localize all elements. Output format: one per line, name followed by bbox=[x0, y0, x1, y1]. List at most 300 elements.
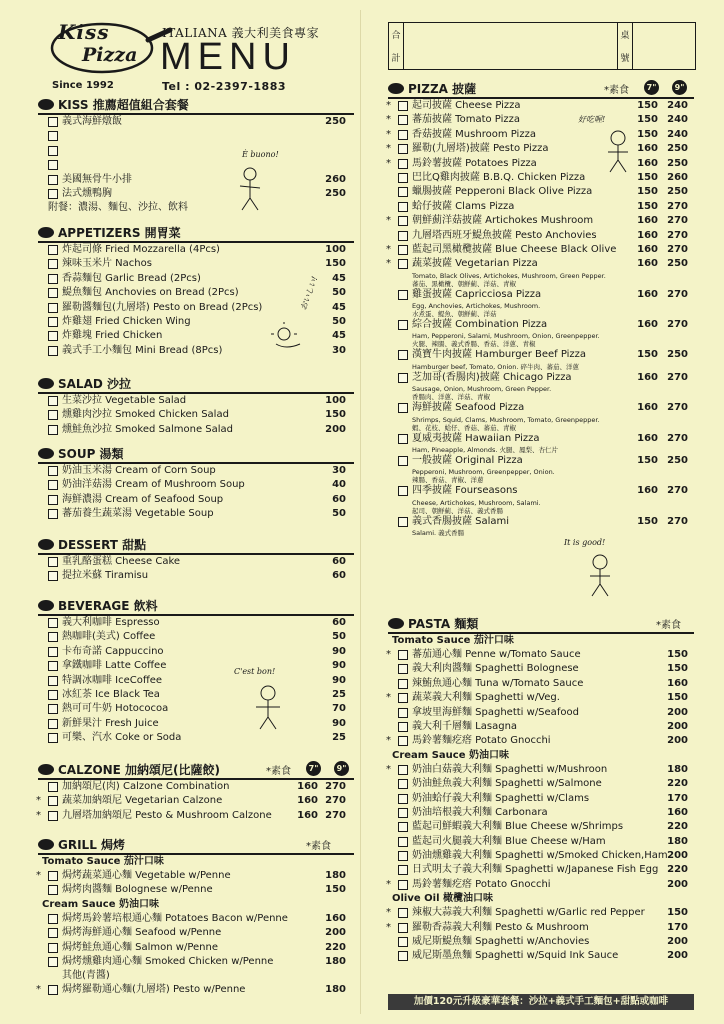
item-price: 90 bbox=[332, 660, 346, 672]
item-name: 特調冰咖啡 IceCoffee bbox=[62, 674, 163, 686]
item-description: 香腸肉、洋蔥、洋菇、青椒 bbox=[412, 393, 490, 402]
item-price: 45 bbox=[332, 330, 346, 342]
item-price: 150 bbox=[667, 692, 688, 704]
order-checkbox[interactable] bbox=[398, 779, 408, 789]
order-checkbox[interactable] bbox=[48, 632, 58, 642]
order-checkbox[interactable] bbox=[398, 320, 408, 330]
order-checkbox[interactable] bbox=[398, 245, 408, 255]
order-checkbox[interactable] bbox=[398, 822, 408, 832]
order-checkbox[interactable] bbox=[398, 173, 408, 183]
menu-item-row bbox=[38, 478, 354, 492]
order-checkbox[interactable] bbox=[48, 245, 58, 255]
order-checkbox[interactable] bbox=[398, 937, 408, 947]
section-bullet-icon bbox=[38, 764, 54, 775]
menu-item-row bbox=[388, 128, 694, 142]
item-price: 160 bbox=[667, 806, 688, 818]
item-description: Sausage, Onion, Mushroom, Green Pepper. bbox=[412, 385, 552, 394]
item-price: 150 bbox=[325, 409, 346, 421]
doodle-girl-icon bbox=[578, 114, 638, 184]
item-name: 焗烤燻雞肉通心麵 Smoked Chicken w/Penne bbox=[62, 955, 274, 967]
menu-item-row bbox=[388, 706, 694, 720]
item-price-large: 270 bbox=[325, 795, 346, 807]
pasta-cream-label: Cream Sauce 奶油口味 bbox=[392, 749, 509, 761]
menu-item-row bbox=[38, 926, 354, 940]
order-checkbox[interactable] bbox=[398, 130, 408, 140]
order-checkbox[interactable] bbox=[48, 131, 58, 141]
upgrade-banner: 加價120元升級豪華套餐：沙拉+義式手工麵包+甜點或咖啡 bbox=[388, 994, 694, 1010]
item-name: 奶油白菇義大利麵 Spaghetti w/Mushroon bbox=[412, 763, 608, 775]
appetizers-section bbox=[38, 224, 354, 358]
dessert-title: DESSERT 甜點 bbox=[58, 538, 147, 552]
order-checkbox[interactable] bbox=[398, 115, 408, 125]
order-checkbox[interactable] bbox=[48, 466, 58, 476]
item-name: 馬鈴薯麵疙瘩 Potato Gnocchi bbox=[412, 735, 551, 747]
item-description: Ham, Pineapple, Almonds. 火腿、鳳梨、杏仁片 bbox=[412, 446, 559, 455]
menu-item-row bbox=[388, 348, 694, 362]
order-checkbox[interactable] bbox=[48, 957, 58, 967]
item-name: 炸雞翅 Fried Chicken Wing bbox=[62, 315, 191, 327]
item-name: 海鮮披薩 Seafood Pizza bbox=[412, 402, 525, 414]
menu-item-row bbox=[388, 677, 694, 691]
menu-item-row bbox=[38, 794, 354, 808]
section-bullet-icon bbox=[38, 600, 54, 611]
item-name: 芝加哥(香腸肉)披薩 Chicago Pizza bbox=[412, 371, 572, 383]
vegetarian-star-icon: * bbox=[386, 878, 391, 890]
order-checkbox[interactable] bbox=[48, 146, 58, 156]
item-name: 美國無骨牛小排 bbox=[62, 173, 132, 185]
soup-list bbox=[38, 464, 354, 522]
grill-other-note: 其他(青醬) bbox=[62, 970, 110, 982]
item-name: 香菇披薩 Mushroom Pizza bbox=[412, 128, 536, 140]
pasta-olive-label: Olive Oil 橄欖油口味 bbox=[392, 893, 493, 905]
order-checkbox[interactable] bbox=[398, 908, 408, 918]
pizza-title: PIZZA 披薩 bbox=[408, 82, 477, 96]
order-checkbox[interactable] bbox=[398, 951, 408, 961]
item-price-large: 270 bbox=[667, 215, 688, 227]
vegetarian-star-icon: * bbox=[386, 100, 391, 111]
item-name: 藍起司黑橄欖披薩 Blue Cheese Black Olive bbox=[412, 243, 617, 255]
order-checkbox[interactable] bbox=[398, 837, 408, 847]
order-checkbox[interactable] bbox=[398, 708, 408, 718]
item-price-large: 270 bbox=[667, 485, 688, 497]
order-checkbox[interactable] bbox=[48, 676, 58, 686]
order-checkbox[interactable] bbox=[398, 794, 408, 804]
order-checkbox[interactable] bbox=[48, 871, 58, 881]
menu-item-row bbox=[388, 863, 694, 877]
order-checkbox[interactable] bbox=[48, 914, 58, 924]
item-price-small: 160 bbox=[637, 432, 658, 444]
menu-item-row bbox=[388, 454, 694, 468]
order-checkbox[interactable] bbox=[48, 274, 58, 284]
grill-header bbox=[38, 836, 354, 855]
order-checkbox[interactable] bbox=[48, 160, 58, 170]
pasta-tomato-list bbox=[388, 648, 694, 749]
vegetarian-star-icon: * bbox=[386, 763, 391, 775]
order-checkbox[interactable] bbox=[48, 396, 58, 406]
item-price-large: 240 bbox=[667, 128, 688, 140]
item-name: 雞蛋披薩 Capricciosa Pizza bbox=[412, 288, 542, 300]
vegetarian-star-icon: * bbox=[386, 692, 391, 704]
item-name: 生菜沙拉 Vegetable Salad bbox=[62, 395, 187, 406]
menu-item-row bbox=[38, 616, 354, 630]
order-checkbox[interactable] bbox=[48, 480, 58, 490]
stick-figure-icon bbox=[244, 679, 294, 735]
section-bullet-icon bbox=[38, 839, 54, 850]
item-name: 九層塔西班牙鯷魚披薩 Pesto Anchovies bbox=[412, 229, 597, 241]
vegetarian-star-icon: * bbox=[386, 157, 391, 169]
soup-section bbox=[38, 445, 354, 522]
item-price: 60 bbox=[332, 617, 346, 628]
item-name: 拿坡里海鮮麵 Spaghetti w/Seafood bbox=[412, 706, 579, 718]
order-checkbox[interactable] bbox=[398, 456, 408, 466]
item-name: 卡布奇諾 Cappuccino bbox=[62, 645, 164, 657]
order-checkbox[interactable] bbox=[398, 202, 408, 212]
order-checkbox[interactable] bbox=[398, 144, 408, 154]
item-price-large: 250 bbox=[667, 349, 688, 361]
item-price: 200 bbox=[667, 720, 688, 732]
item-price-small: 160 bbox=[637, 402, 658, 414]
logo-word-kiss: Kiss bbox=[58, 20, 110, 44]
calzone-header bbox=[38, 761, 354, 780]
order-checkbox[interactable] bbox=[48, 928, 58, 938]
item-price: 180 bbox=[325, 955, 346, 967]
order-checkbox[interactable] bbox=[398, 101, 408, 111]
menu-item-row bbox=[38, 187, 354, 201]
item-price: 45 bbox=[332, 301, 346, 313]
item-price-small: 150 bbox=[637, 100, 658, 111]
order-checkbox[interactable] bbox=[48, 719, 58, 729]
order-checkbox[interactable] bbox=[48, 410, 58, 420]
order-checkbox[interactable] bbox=[398, 517, 408, 527]
item-price: 90 bbox=[332, 645, 346, 657]
item-price: 50 bbox=[332, 287, 346, 299]
order-checkbox[interactable] bbox=[48, 661, 58, 671]
menu-item-row bbox=[388, 288, 694, 302]
grill-section bbox=[38, 836, 354, 998]
order-checkbox[interactable] bbox=[48, 647, 58, 657]
order-checkbox[interactable] bbox=[398, 159, 408, 169]
menu-item-row bbox=[388, 935, 694, 949]
order-checkbox[interactable] bbox=[48, 288, 58, 298]
doodle-caption: 好吃喔! bbox=[578, 115, 606, 124]
menu-item-row bbox=[38, 702, 354, 716]
salad-title: SALAD 沙拉 bbox=[58, 377, 132, 391]
item-name: 熱可可牛奶 Hotococoa bbox=[62, 703, 169, 715]
brand-subtitle: ITALIANA 義大利美食專家 bbox=[162, 26, 320, 40]
kiss-pizza-logo bbox=[44, 18, 172, 80]
beverage-title: BEVERAGE 飲料 bbox=[58, 599, 158, 613]
item-price-small: 150 bbox=[637, 128, 658, 140]
item-price: 50 bbox=[332, 315, 346, 327]
total-char: 合 bbox=[391, 31, 401, 41]
beverage-section bbox=[38, 597, 354, 746]
menu-title: MENU bbox=[160, 36, 296, 78]
order-checkbox[interactable] bbox=[48, 495, 58, 505]
item-price: 60 bbox=[332, 556, 346, 567]
kiss-title: KISS 推薦超值組合套餐 bbox=[58, 98, 189, 112]
vegetarian-note: *素食 bbox=[306, 841, 331, 852]
vegetarian-star-icon: * bbox=[386, 735, 391, 747]
doodle-cook-icon bbox=[234, 667, 294, 737]
menu-item-row bbox=[388, 792, 694, 806]
menu-item-row bbox=[38, 257, 354, 271]
menu-item-row bbox=[388, 906, 694, 920]
item-description: Ham, Pepperoni, Salami, Mushroom, Onion, Greenpepper. bbox=[412, 332, 600, 341]
item-name: 義大利咖啡 Espresso bbox=[62, 617, 160, 628]
item-name: 蛤仔披薩 Clams Pizza bbox=[412, 200, 515, 212]
item-price-small: 160 bbox=[637, 288, 658, 300]
menu-item-row bbox=[388, 257, 694, 271]
order-checkbox[interactable] bbox=[398, 664, 408, 674]
menu-item-row bbox=[388, 371, 694, 385]
order-checkbox[interactable] bbox=[48, 317, 58, 327]
order-checkbox[interactable] bbox=[48, 331, 58, 341]
table-number-label bbox=[617, 23, 633, 69]
menu-item-row bbox=[38, 144, 354, 158]
menu-item-row bbox=[38, 507, 354, 521]
item-name: 羅勒醬麵包(九層塔) Pesto on Bread (2Pcs) bbox=[62, 301, 263, 313]
order-checkbox[interactable] bbox=[48, 117, 58, 127]
item-description: 火腿、辣腸、義式香腸、香菇、洋蔥、青椒 bbox=[412, 340, 536, 349]
item-name: 朝鮮薊洋菇披薩 Artichokes Mushroom bbox=[412, 215, 594, 227]
item-price-large: 270 bbox=[667, 243, 688, 255]
item-description: 蕃茄、黑橄欖、朝鮮薊、洋菇、青椒 bbox=[412, 279, 516, 288]
order-checkbox[interactable] bbox=[398, 722, 408, 732]
order-checkbox[interactable] bbox=[398, 679, 408, 689]
item-price: 100 bbox=[325, 244, 346, 255]
item-price-large: 240 bbox=[667, 114, 688, 126]
item-price-large: 240 bbox=[667, 100, 688, 111]
item-price-large: 260 bbox=[667, 171, 688, 183]
menu-item-row bbox=[38, 555, 354, 569]
item-name: 威尼斯墨魚麵 Spaghetti w/Squid Ink Sauce bbox=[412, 950, 619, 962]
soup-title: SOUP 湯類 bbox=[58, 447, 124, 461]
order-checkbox[interactable] bbox=[398, 865, 408, 875]
item-name: 一般披薩 Original Pizza bbox=[412, 455, 523, 467]
item-price-large: 250 bbox=[667, 258, 688, 270]
item-description: Salami. 義式香腸 bbox=[412, 529, 465, 538]
menu-item-row bbox=[388, 648, 694, 662]
order-checkbox[interactable] bbox=[398, 880, 408, 890]
order-checkbox[interactable] bbox=[398, 259, 408, 269]
item-price: 150 bbox=[667, 649, 688, 660]
item-price: 160 bbox=[667, 677, 688, 689]
order-checkbox[interactable] bbox=[48, 885, 58, 895]
item-description: Pepperoni, Mushroom, Greenpepper, Onion. bbox=[412, 468, 555, 477]
item-name: 蕃茄通心麵 Penne w/Tomato Sauce bbox=[412, 649, 581, 660]
order-checkbox[interactable] bbox=[48, 618, 58, 628]
order-checkbox[interactable] bbox=[398, 187, 408, 197]
item-price: 200 bbox=[325, 423, 346, 435]
menu-item-row bbox=[388, 157, 694, 171]
item-name: 焗烤馬鈴薯培根通心麵 Potatoes Bacon w/Penne bbox=[62, 912, 288, 924]
vegetarian-star-icon: * bbox=[386, 215, 391, 227]
item-price: 200 bbox=[667, 706, 688, 718]
menu-item-row bbox=[388, 229, 694, 243]
stick-figure-icon bbox=[598, 126, 648, 182]
item-price: 25 bbox=[332, 688, 346, 700]
order-checkbox[interactable] bbox=[48, 303, 58, 313]
item-name: 焗烤鮭魚通心麵 Salmon w/Penne bbox=[62, 941, 219, 953]
item-description: Tomato, Black Olives, Artichokes, Mushroom, Green Pepper. bbox=[412, 271, 606, 280]
item-price: 100 bbox=[325, 395, 346, 406]
order-checkbox[interactable] bbox=[48, 509, 58, 519]
vegetarian-star-icon: * bbox=[386, 258, 391, 270]
kiss-header bbox=[38, 96, 354, 115]
item-price-small: 150 bbox=[637, 200, 658, 212]
item-price: 250 bbox=[325, 187, 346, 199]
order-checkbox[interactable] bbox=[398, 216, 408, 226]
order-checkbox[interactable] bbox=[48, 943, 58, 953]
item-name: 辣鮪魚通心麵 Tuna w/Tomato Sauce bbox=[412, 677, 584, 689]
pasta-section bbox=[388, 615, 694, 964]
item-price: 50 bbox=[332, 631, 346, 643]
item-name: 新鮮果汁 Fresh Juice bbox=[62, 717, 159, 729]
item-price: 90 bbox=[332, 674, 346, 686]
item-name: 奶油玉米湯 Cream of Corn Soup bbox=[62, 465, 216, 476]
vegetarian-star-icon: * bbox=[36, 984, 41, 996]
menu-item-row bbox=[38, 569, 354, 583]
soup-header bbox=[38, 445, 354, 464]
order-checkbox[interactable] bbox=[48, 425, 58, 435]
item-price: 220 bbox=[667, 821, 688, 833]
item-price: 170 bbox=[667, 792, 688, 804]
order-checkbox[interactable] bbox=[48, 571, 58, 581]
vegetarian-star-icon: * bbox=[36, 795, 41, 807]
section-bullet-icon bbox=[38, 227, 54, 238]
item-name: 義式海鮮燉飯 bbox=[62, 116, 122, 127]
menu-item-row bbox=[388, 200, 694, 214]
order-checkbox[interactable] bbox=[398, 231, 408, 241]
item-name: 燻雞肉沙拉 Smoked Chicken Salad bbox=[62, 409, 229, 421]
order-checkbox[interactable] bbox=[398, 650, 408, 660]
order-checkbox[interactable] bbox=[48, 690, 58, 700]
item-price: 40 bbox=[332, 479, 346, 491]
menu-item-row bbox=[388, 820, 694, 834]
item-name: 起司披薩 Cheese Pizza bbox=[412, 100, 521, 111]
order-checkbox[interactable] bbox=[398, 693, 408, 703]
item-price-small: 160 bbox=[637, 371, 658, 383]
order-checkbox[interactable] bbox=[48, 175, 58, 185]
order-checkbox[interactable] bbox=[398, 851, 408, 861]
order-checkbox[interactable] bbox=[48, 733, 58, 743]
order-checkbox[interactable] bbox=[398, 808, 408, 818]
item-name: 綜合披薩 Combination Pizza bbox=[412, 319, 548, 331]
menu-item-row bbox=[388, 763, 694, 777]
item-price-small: 160 bbox=[297, 781, 318, 792]
item-price-large: 270 bbox=[667, 371, 688, 383]
item-description: 蝦、花枝、蛤仔、香菇、蕃茄、青椒 bbox=[412, 423, 516, 432]
order-checkbox[interactable] bbox=[398, 403, 408, 413]
order-checkbox[interactable] bbox=[398, 290, 408, 300]
order-checkbox[interactable] bbox=[48, 811, 58, 821]
vegetarian-star-icon: * bbox=[386, 128, 391, 140]
order-checkbox[interactable] bbox=[48, 346, 58, 356]
item-price: 25 bbox=[332, 732, 346, 744]
item-name: 義式手工小麵包 Mini Bread (8Pcs) bbox=[62, 344, 223, 356]
doodle-caption: C'est bon! bbox=[234, 667, 276, 676]
item-price-small: 150 bbox=[637, 171, 658, 183]
menu-item-row bbox=[388, 484, 694, 498]
order-checkbox[interactable] bbox=[48, 985, 58, 995]
pasta-cream-list bbox=[388, 763, 694, 893]
section-bullet-icon bbox=[388, 83, 404, 94]
salad-list bbox=[38, 394, 354, 437]
item-price: 45 bbox=[332, 272, 346, 284]
item-description: 辣腸、香菇、青椒、洋蔥 bbox=[412, 476, 484, 485]
item-name: 奶油培根義大利麵 Carbonara bbox=[412, 806, 548, 818]
pasta-title: PASTA 麵類 bbox=[408, 617, 479, 631]
order-checkbox[interactable] bbox=[398, 923, 408, 933]
order-checkbox[interactable] bbox=[398, 373, 408, 383]
menu-item-row bbox=[388, 835, 694, 849]
sun-icon bbox=[266, 322, 326, 362]
pasta-olive-list bbox=[388, 906, 694, 964]
item-name: 藍起司鮮蝦義大利麵 Blue Cheese w/Shrimps bbox=[412, 821, 624, 833]
item-name: 法式燻鴨胸 bbox=[62, 187, 112, 199]
item-name: 奶油蛤仔義大利麵 Spaghetti w/Clams bbox=[412, 792, 590, 804]
order-checkbox[interactable] bbox=[398, 350, 408, 360]
item-price-small: 150 bbox=[637, 515, 658, 527]
dessert-header bbox=[38, 536, 354, 555]
pasta-tomato-label: Tomato Sauce 茄汁口味 bbox=[392, 635, 514, 646]
size-small-badge: 7" bbox=[306, 761, 321, 776]
menu-item-row bbox=[38, 688, 354, 702]
order-checkbox[interactable] bbox=[48, 189, 58, 199]
order-checkbox[interactable] bbox=[398, 486, 408, 496]
order-checkbox[interactable] bbox=[398, 765, 408, 775]
item-description: Hamburger beef, Tomato, Onion. 碎牛肉、蕃茄、洋蔥 bbox=[412, 362, 580, 371]
order-checkbox[interactable] bbox=[48, 557, 58, 567]
dessert-section bbox=[38, 536, 354, 584]
section-bullet-icon bbox=[38, 539, 54, 550]
item-name: 漢寶牛肉披薩 Hamburger Beef Pizza bbox=[412, 349, 587, 361]
menu-item-row bbox=[388, 806, 694, 820]
grill-tomato-list bbox=[38, 869, 354, 898]
item-price-large: 270 bbox=[667, 432, 688, 444]
item-price-small: 160 bbox=[637, 229, 658, 241]
item-price: 60 bbox=[332, 493, 346, 505]
item-name: 義大利肉醬麵 Spaghetti Bolognese bbox=[412, 663, 579, 675]
order-checkbox[interactable] bbox=[48, 704, 58, 714]
vegetarian-note: *素食 bbox=[266, 766, 291, 777]
order-checkbox[interactable] bbox=[398, 736, 408, 746]
menu-item-row bbox=[388, 113, 694, 127]
item-price-small: 150 bbox=[637, 349, 658, 361]
order-checkbox[interactable] bbox=[48, 259, 58, 269]
calzone-list bbox=[38, 780, 354, 823]
grill-cream-list bbox=[38, 912, 354, 970]
order-checkbox[interactable] bbox=[48, 796, 58, 806]
item-name: 香蒜麵包 Garlic Bread (2Pcs) bbox=[62, 272, 201, 284]
order-checkbox[interactable] bbox=[48, 782, 58, 792]
doodle-caption: おいしい! bbox=[298, 275, 320, 312]
item-name: 焗烤羅勒通心麵(九層塔) Pesto w/Penne bbox=[62, 984, 246, 996]
order-checkbox[interactable] bbox=[398, 434, 408, 444]
item-name: 鯷魚麵包 Anchovies on Bread (2Pcs) bbox=[62, 287, 239, 299]
item-price: 30 bbox=[332, 465, 346, 476]
beverage-list bbox=[38, 616, 354, 746]
item-name: 奶油洋菇湯 Cream of Mushroom Soup bbox=[62, 479, 245, 491]
item-price-small: 160 bbox=[637, 485, 658, 497]
column-divider bbox=[360, 10, 361, 1014]
item-price-large: 270 bbox=[667, 319, 688, 331]
pizza-section bbox=[386, 80, 694, 547]
section-bullet-icon bbox=[38, 99, 54, 110]
right-column bbox=[374, 0, 694, 1024]
item-name: 燻鮭魚沙拉 Smoked Salmone Salad bbox=[62, 423, 234, 435]
order-box bbox=[388, 22, 696, 70]
